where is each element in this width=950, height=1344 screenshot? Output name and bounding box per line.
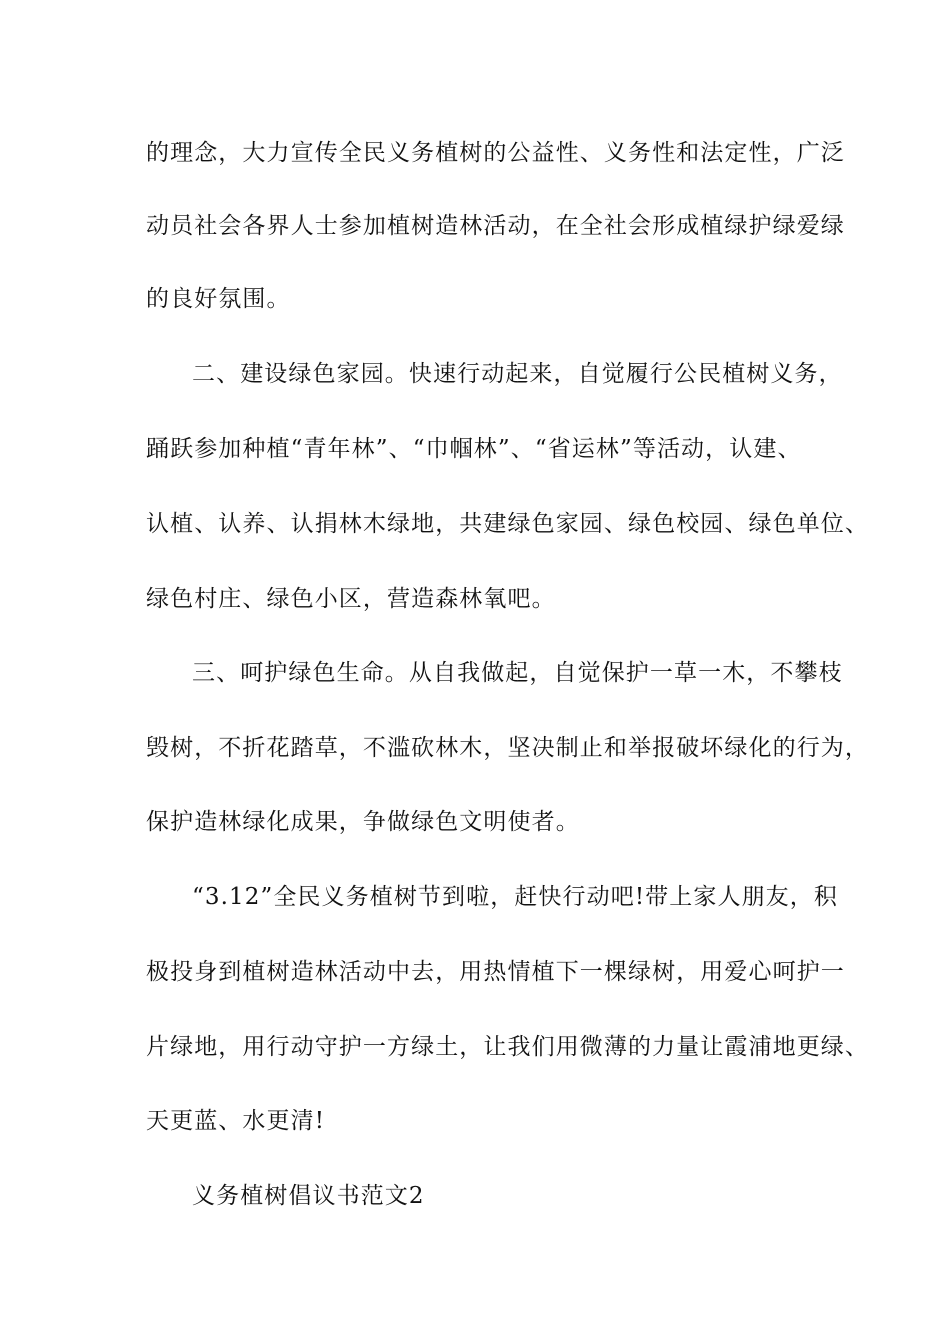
- paragraph-4-line-2: 极投身到植树造林活动中去，用热情植下一棵绿树，用爱心呵护一: [146, 959, 845, 985]
- paragraph-2-line-4: 绿色村庄、绿色小区，营造森林氧吧。: [146, 586, 556, 612]
- paragraph-2-line-2: 踊跃参加种植“青年林”、“巾帼林”、“省运林”等活动，认建、: [146, 436, 802, 462]
- paragraph-2-line-1: 二、建设绿色家园。快速行动起来，自觉履行公民植树义务，: [192, 361, 843, 387]
- paragraph-4-line-3: 片绿地，用行动守护一方绿土，让我们用微薄的力量让霞浦地更绿、: [146, 1034, 869, 1060]
- paragraph-1-line-1: 的理念，大力宣传全民义务植树的公益性、义务性和法定性，广泛: [146, 140, 845, 166]
- paragraph-3-line-2: 毁树，不折花踏草，不滥砍林木，坚决制止和举报破坏绿化的行为，: [146, 735, 869, 761]
- section-heading: 义务植树倡议书范文2: [192, 1183, 425, 1209]
- paragraph-2-line-3: 认植、认养、认捐林木绿地，共建绿色家园、绿色校园、绿色单位、: [146, 511, 869, 537]
- paragraph-3-line-3: 保护造林绿化成果，争做绿色文明使者。: [146, 809, 580, 835]
- paragraph-1-line-3: 的良好氛围。: [146, 286, 291, 312]
- paragraph-4-line-4: 天更蓝、水更清!: [146, 1108, 326, 1134]
- paragraph-4-line-1: “3.12”全民义务植树节到啦，赶快行动吧!带上家人朋友，积: [192, 884, 838, 910]
- paragraph-1-line-2: 动员社会各界人士参加植树造林活动，在全社会形成植绿护绿爱绿: [146, 213, 845, 239]
- paragraph-3-line-1: 三、呵护绿色生命。从自我做起，自觉保护一草一木，不攀枝: [192, 660, 843, 686]
